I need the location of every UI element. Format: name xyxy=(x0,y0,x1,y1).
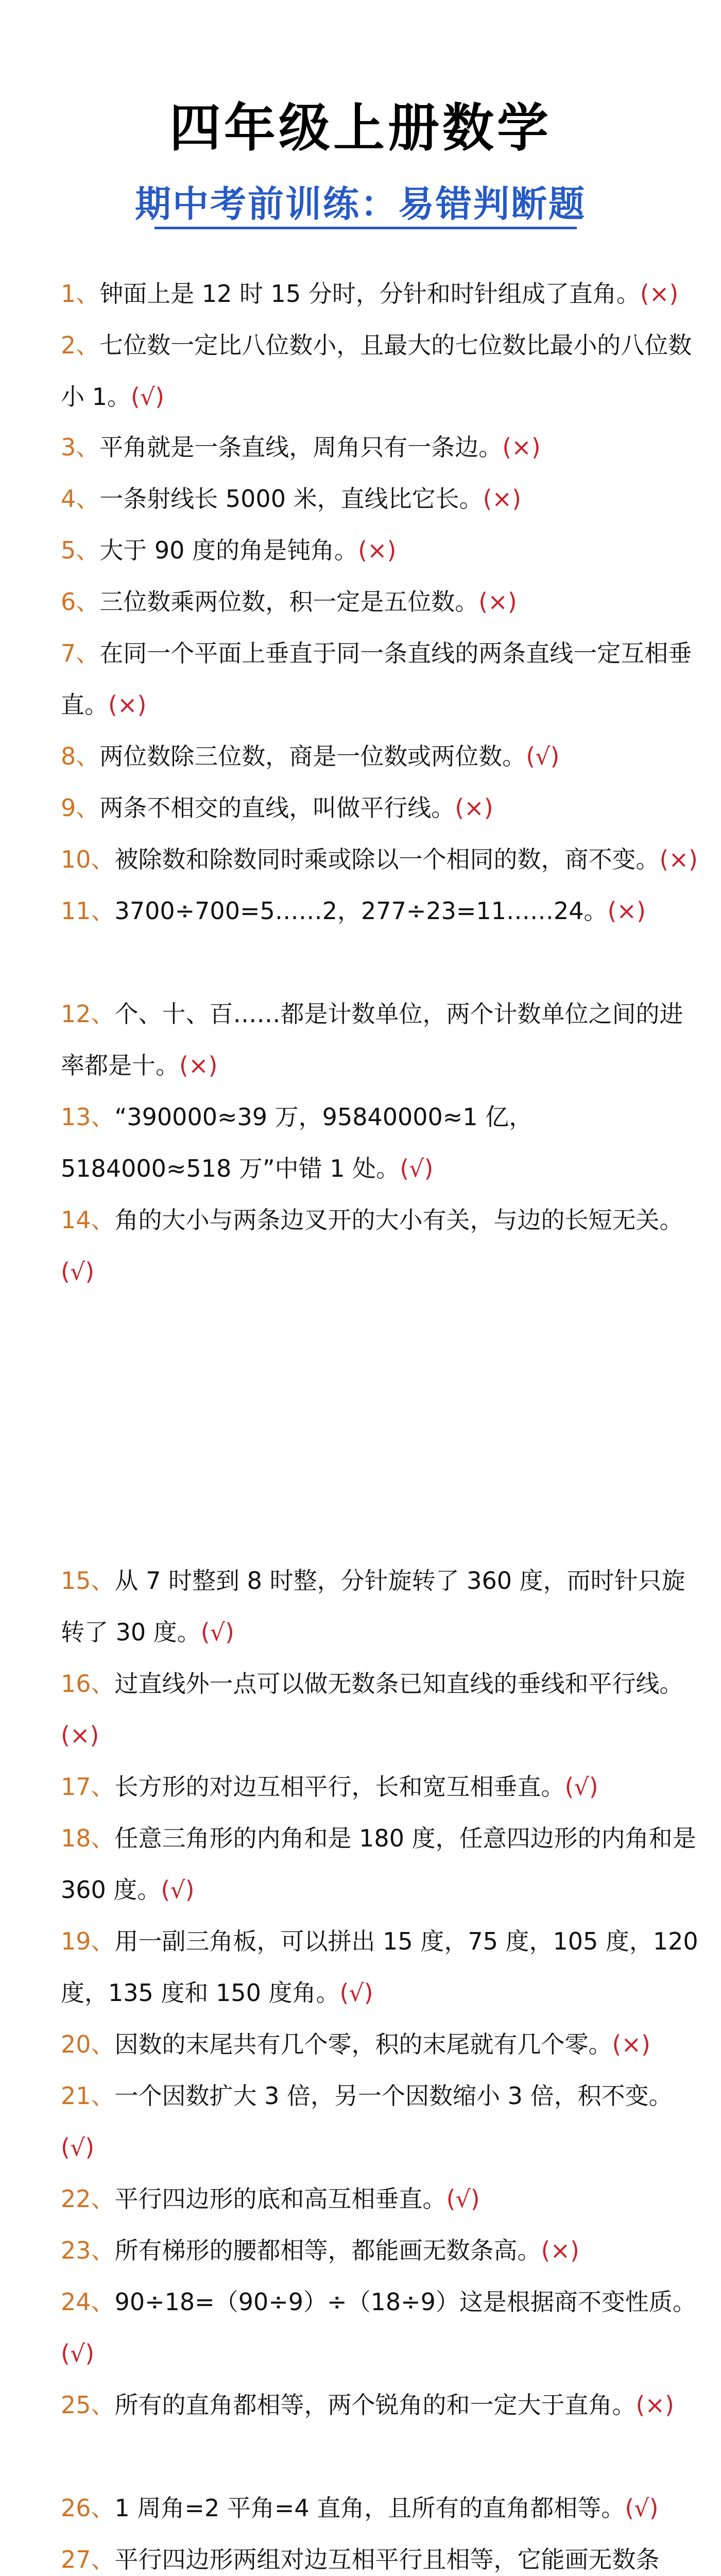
item-number: 8、 xyxy=(61,742,100,770)
answer-mark: (×) xyxy=(358,536,397,564)
list-item xyxy=(61,1194,699,1297)
answer-mark: (×) xyxy=(61,1721,99,1749)
item-text: 所有梯形的腰都相等，都能画无数条高。 xyxy=(114,2236,541,2264)
list-item xyxy=(61,524,699,576)
list-item xyxy=(61,2173,699,2225)
item-text: 1 周角=2 平角=4 直角，且所有的直角都相等。 xyxy=(114,2494,625,2522)
item-number: 6、 xyxy=(61,588,100,616)
list-item xyxy=(61,2482,699,2534)
item-text: 所有的直角都相等，两个锐角的和一定大于直角。 xyxy=(114,2391,636,2419)
item-number: 25、 xyxy=(61,2391,115,2419)
item-number: 12、 xyxy=(61,1000,115,1028)
answer-mark: (√) xyxy=(625,2494,659,2522)
answer-mark: (×) xyxy=(659,845,698,873)
item-text: 因数的末尾共有几个零，积的末尾就有几个零。 xyxy=(114,2030,612,2058)
answer-mark: (×) xyxy=(483,485,522,513)
answer-mark: (×) xyxy=(478,588,517,616)
item-number: 20、 xyxy=(61,2030,115,2058)
answer-mark: (×) xyxy=(640,280,679,308)
item-text: 用一副三角板，可以拼出 15 度，75 度，105 度，120 度，135 度和 150 度角。 xyxy=(61,1927,698,2007)
list-item xyxy=(61,1916,699,2019)
item-text: 过直线外一点可以做无数条已知直线的垂线和平行线。 xyxy=(114,1670,683,1698)
item-number: 10、 xyxy=(61,845,115,873)
item-text: 被除数和除数同时乘或除以一个相同的数，商不变。 xyxy=(114,845,660,873)
list-item xyxy=(61,782,699,834)
item-number: 1、 xyxy=(61,280,100,308)
item-number: 17、 xyxy=(61,1773,115,1801)
item-text: 角的大小与两条边叉开的大小有关，与边的长短无关。 xyxy=(114,1206,683,1234)
item-text: 三位数乘两位数，积一定是五位数。 xyxy=(99,588,479,616)
item-text: 七位数一定比八位数小，且最大的七位数比最小的八位数小 1。 xyxy=(61,331,692,411)
list-item xyxy=(61,268,699,319)
list-item xyxy=(61,1658,699,1761)
list-item xyxy=(61,2019,699,2070)
item-number: 27、 xyxy=(61,2546,115,2573)
item-number: 7、 xyxy=(61,639,100,667)
answer-mark: (×) xyxy=(502,433,541,461)
item-text: 长方形的对边互相平行，长和宽互相垂直。 xyxy=(114,1773,565,1801)
subtitle-underline xyxy=(154,227,577,229)
item-text: 在同一个平面上垂直于同一条直线的两条直线一定互相垂直。 xyxy=(61,639,692,719)
page-title: 四年级上册数学 xyxy=(169,98,552,158)
list-item xyxy=(61,1091,699,1194)
item-text: 平角就是一条直线，周角只有一条边。 xyxy=(99,433,503,461)
item-text: 从 7 时整到 8 时整，分针旋转了 360 度，而时针只旋转了 30 度。 xyxy=(61,1567,685,1646)
answer-mark: (√) xyxy=(61,2340,95,2367)
answer-mark: (√) xyxy=(400,1155,434,1182)
item-number: 19、 xyxy=(61,1927,115,1955)
item-number: 22、 xyxy=(61,2185,115,2213)
item-number: 14、 xyxy=(61,1206,115,1234)
list-item xyxy=(61,2534,699,2576)
item-text: 钟面上是 12 时 15 分时，分针和时针组成了直角。 xyxy=(99,280,640,308)
list-item xyxy=(61,473,699,524)
list-item xyxy=(61,319,699,422)
item-number: 13、 xyxy=(61,1103,115,1131)
item-number: 15、 xyxy=(61,1567,115,1595)
item-text: 两条不相交的直线，叫做平行线。 xyxy=(99,794,455,822)
item-text: 90÷18=（90÷9）÷（18÷9）这是根据商不变性质。 xyxy=(114,2288,696,2316)
list-item xyxy=(61,834,699,937)
item-text: 两位数除三位数，商是一位数或两位数。 xyxy=(99,742,526,770)
answer-mark: (×) xyxy=(541,2236,579,2264)
item-text: 平行四边形的底和高互相垂直。 xyxy=(114,2185,447,2213)
item-number: 11、 xyxy=(61,897,115,925)
answer-mark: (√) xyxy=(161,1876,195,1904)
item-text: 3700÷700=5……2，277÷23=11……24。 xyxy=(114,897,608,925)
item-number: 23、 xyxy=(61,2236,115,2264)
item-number: 18、 xyxy=(61,1824,115,1852)
list-item xyxy=(61,731,699,782)
list-item xyxy=(61,2225,699,2276)
item-number: 5、 xyxy=(61,536,100,564)
item-number: 21、 xyxy=(61,2082,115,2110)
list-item xyxy=(61,2276,699,2379)
answer-mark: (×) xyxy=(612,2030,650,2058)
item-text: “390000≈39 万，95840000≈1 亿，5184000≈518 万”中错 1 处。 xyxy=(61,1103,533,1182)
list-item xyxy=(61,1555,699,1658)
answer-mark: (√) xyxy=(61,2133,95,2161)
list-item xyxy=(61,576,699,628)
list-item xyxy=(61,1761,699,1812)
item-text: 一条射线长 5000 米，直线比它长。 xyxy=(99,485,483,513)
list-item xyxy=(61,988,699,1091)
answer-mark: (×) xyxy=(179,1052,218,1079)
list-item xyxy=(61,2379,699,2431)
item-text: 平行四边形两组对边互相平行且相等，它能画无数条 xyxy=(114,2546,660,2573)
item-number: 24、 xyxy=(61,2288,115,2316)
answer-mark: (√) xyxy=(130,383,165,411)
answer-mark: (√) xyxy=(200,1618,234,1646)
item-number: 2、 xyxy=(61,331,100,359)
answer-mark: (×) xyxy=(636,2391,674,2419)
item-number: 26、 xyxy=(61,2494,115,2522)
list-item xyxy=(61,628,699,731)
list-item xyxy=(61,421,699,473)
answer-mark: (√) xyxy=(339,1979,373,2007)
item-text: 个、十、百……都是计数单位，两个计数单位之间的进率都是十。 xyxy=(61,1000,683,1079)
item-number: 9、 xyxy=(61,794,100,822)
list-item xyxy=(61,1812,699,1916)
item-number: 4、 xyxy=(61,485,100,513)
answer-mark: (×) xyxy=(607,897,646,925)
answer-mark: (√) xyxy=(526,742,560,770)
item-number: 16、 xyxy=(61,1670,115,1698)
answer-mark: (√) xyxy=(61,1258,95,1285)
answer-mark: (×) xyxy=(108,691,147,719)
page-subtitle: 期中考前训练：易错判断题 xyxy=(135,183,586,225)
item-text: 一个因数扩大 3 倍，另一个因数缩小 3 倍，积不变。 xyxy=(114,2082,673,2110)
item-text: 大于 90 度的角是钝角。 xyxy=(99,536,358,564)
item-number: 3、 xyxy=(61,433,100,461)
answer-mark: (√) xyxy=(446,2185,480,2213)
answer-mark: (×) xyxy=(455,794,493,822)
item-text: 任意三角形的内角和是 180 度，任意四边形的内角和是 360 度。 xyxy=(61,1824,696,1904)
answer-mark: (√) xyxy=(564,1773,598,1801)
list-item xyxy=(61,2070,699,2173)
